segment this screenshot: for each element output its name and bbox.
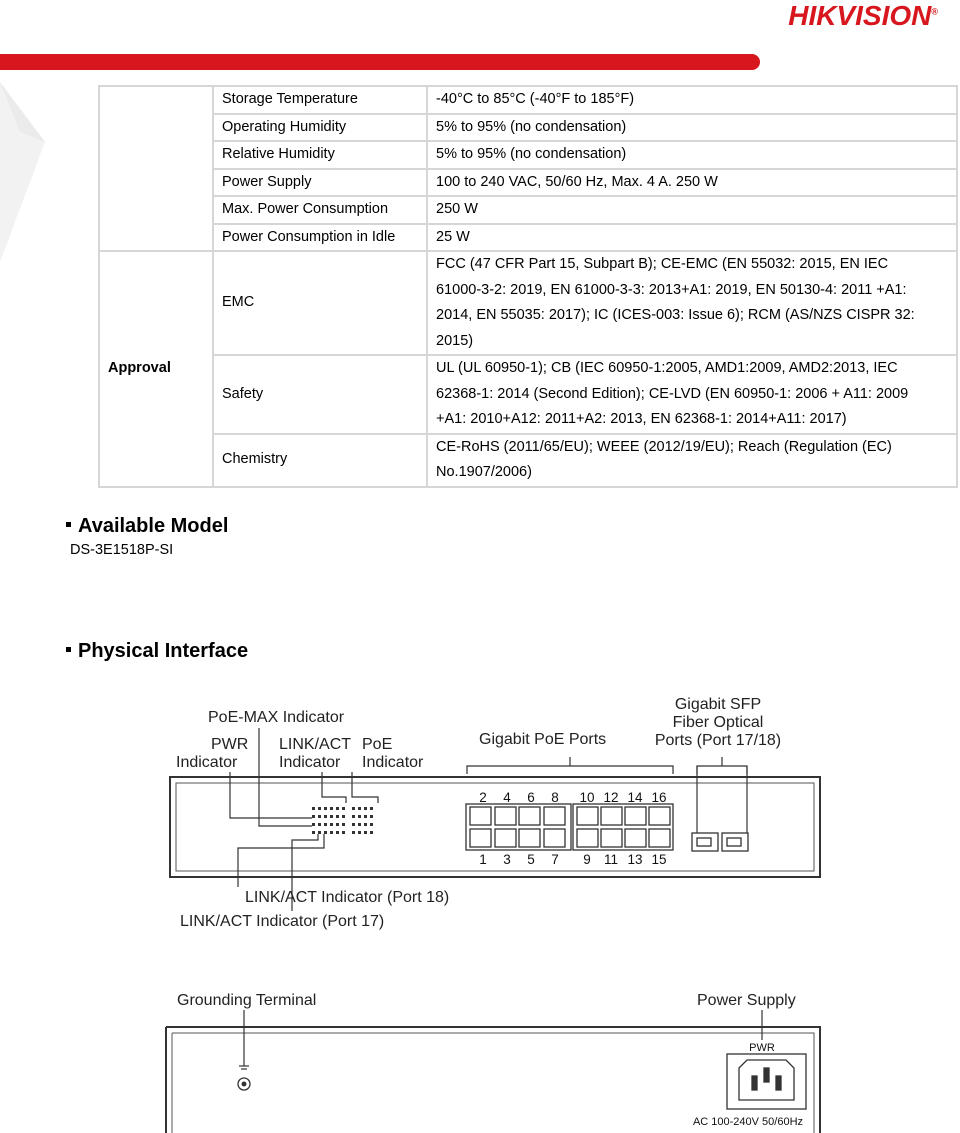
spec-value: 25 W — [427, 224, 957, 252]
rear-panel — [166, 992, 820, 1133]
available-model-title: Available Model — [78, 515, 229, 537]
port-number: 2 — [479, 790, 487, 805]
spec-name: Power Supply — [213, 169, 427, 197]
poe-indicator-label: PoE — [362, 736, 393, 753]
poe-indicator-label: Indicator — [362, 754, 424, 771]
sfp-ports-label: Fiber Optical — [672, 714, 764, 731]
grounding-terminal-icon — [238, 1057, 250, 1090]
spec-name: EMC — [213, 251, 427, 355]
port-number: 1 — [479, 852, 487, 867]
port-number: 3 — [503, 852, 511, 867]
port-number: 14 — [627, 790, 643, 805]
spec-name: Relative Humidity — [213, 141, 427, 169]
safety-line: UL (UL 60950-1); CB (IEC 60950-1:2005, AMD1:2009, AMD2:2013, IEC — [436, 360, 898, 376]
spec-value: 5% to 95% (no condensation) — [427, 141, 957, 169]
physical-interface-title: Physical Interface — [78, 640, 249, 662]
front-panel — [170, 696, 820, 930]
spec-value: 250 W — [427, 196, 957, 224]
spec-name: Safety — [213, 355, 427, 434]
safety-line: 62368-1: 2014 (Second Edition); CE-LVD (EN 60950-1: 2006 + A11: 2009 — [436, 385, 909, 402]
pwr-indicator-label: Indicator — [176, 754, 238, 771]
port-number: 13 — [627, 852, 643, 867]
pwr-indicator-label: PWR — [211, 736, 249, 753]
port-number: 4 — [503, 790, 511, 805]
pwr-label: PWR — [749, 1042, 775, 1054]
gigabit-poe-ports-label: Gigabit PoE Ports — [479, 731, 607, 748]
ac-rating-label: AC 100-240V 50/60Hz — [692, 1116, 804, 1128]
emc-line: 2014, EN 55035: 2017); IC (ICES-003: Issue 6); RCM (AS/NZS CISPR 32: 2015) — [436, 307, 915, 349]
registered-mark: ® — [931, 6, 938, 17]
port-number: 6 — [527, 790, 535, 805]
spec-name: Storage Temperature — [213, 86, 427, 114]
port-number: 15 — [651, 852, 667, 867]
link-act-indicator-label: LINK/ACT — [279, 736, 352, 753]
power-socket-icon — [727, 1054, 806, 1109]
chemistry-line: No.1907/2006) — [436, 464, 532, 480]
port-number: 7 — [551, 852, 559, 867]
grounding-terminal-label: Grounding Terminal — [177, 992, 317, 1009]
emc-line: 61000-3-2: 2019, EN 61000-3-3: 2013+A1: 2019, EN 50130-4: 2011 +A1: — [436, 281, 907, 298]
port-number: 10 — [579, 790, 595, 805]
model-number: DS-3E1518P-SI — [70, 542, 174, 558]
port-number: 9 — [583, 852, 591, 867]
port-number: 12 — [603, 790, 619, 805]
spec-value: 5% to 95% (no condensation) — [427, 114, 957, 142]
spec-name: Chemistry — [213, 434, 427, 487]
port-number: 11 — [603, 852, 619, 867]
spec-name: Power Consumption in Idle — [213, 224, 427, 252]
emc-line: FCC (47 CFR Part 15, Subpart B); CE-EMC (EN 55032: 2015, EN IEC — [436, 256, 889, 272]
spec-name: Operating Humidity — [213, 114, 427, 142]
sfp-ports-label: Gigabit SFP — [674, 696, 762, 713]
brand-name: HIKVISION — [788, 0, 932, 31]
spec-value: -40°C to 85°C (-40°F to 185°F) — [427, 86, 957, 114]
port-number: 5 — [527, 852, 535, 867]
poe-max-indicator-label: PoE-MAX Indicator — [208, 709, 345, 726]
spec-value: 100 to 240 VAC, 50/60 Hz, Max. 4 A. 250 W — [427, 169, 957, 197]
sfp-ports-label: Ports (Port 17/18) — [654, 732, 782, 749]
link-act-port17-label: LINK/ACT Indicator (Port 17) — [180, 913, 385, 930]
link-act-port18-label: LINK/ACT Indicator (Port 18) — [245, 889, 450, 906]
safety-line: +A1: 2010+A12: 2011+A2: 2013, EN 62368-1: 2014+A11: 2017) — [436, 411, 847, 427]
port-number: 8 — [551, 790, 559, 805]
power-supply-label: Power Supply — [697, 992, 796, 1009]
chemistry-line: CE-RoHS (2011/65/EU); WEEE (2012/19/EU); Reach (Regulation (EC) — [436, 438, 892, 455]
spec-name: Max. Power Consumption — [213, 196, 427, 224]
link-act-indicator-label: Indicator — [279, 754, 341, 771]
approval-group-label: Approval — [99, 251, 213, 487]
port-number: 16 — [651, 790, 667, 805]
